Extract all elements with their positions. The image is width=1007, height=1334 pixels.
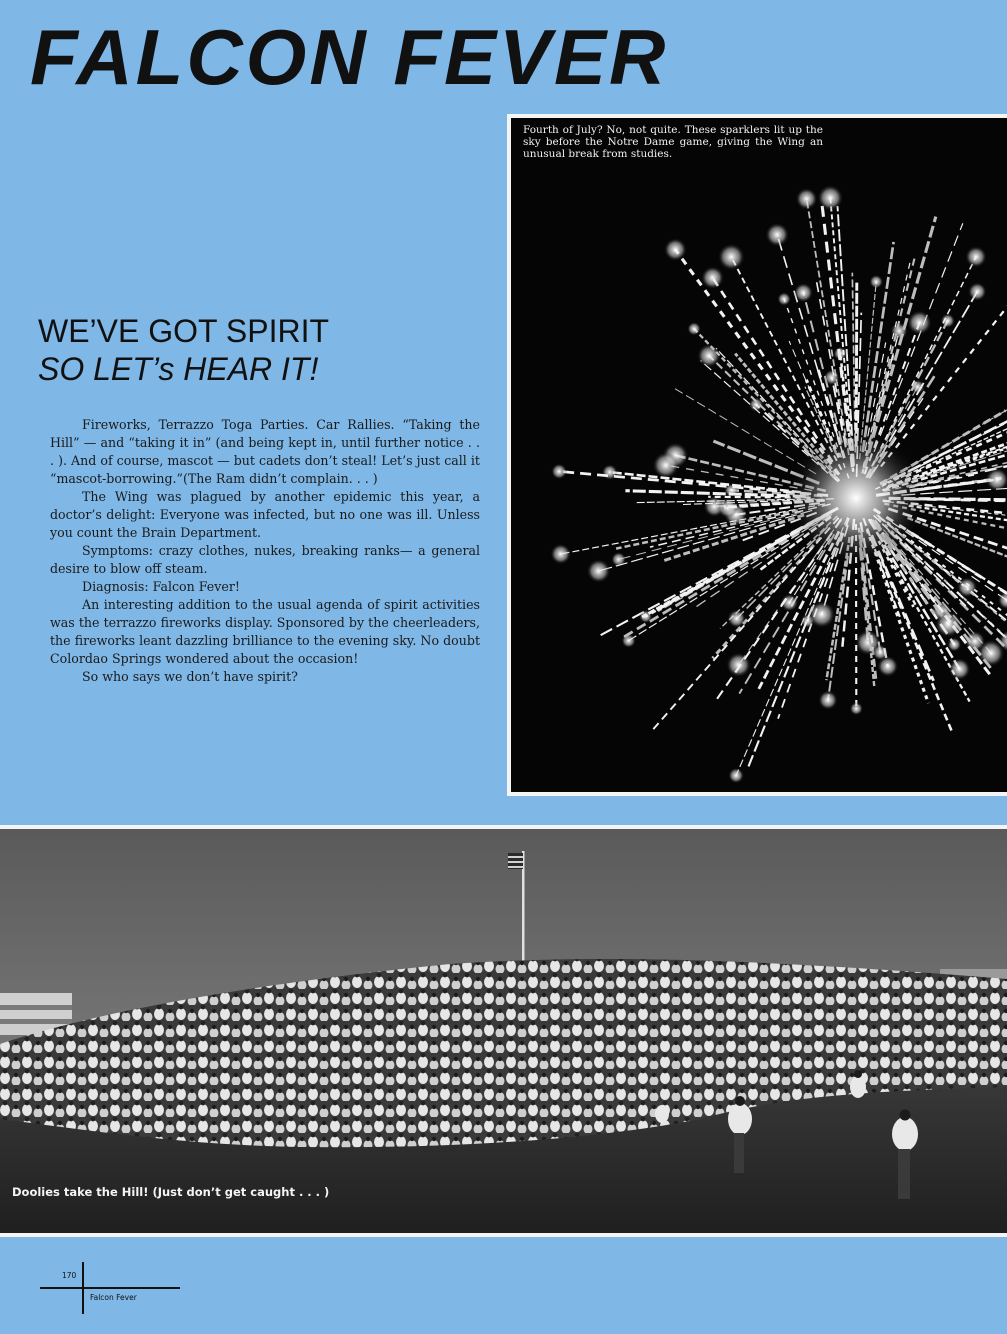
firework-glow [824,369,840,385]
firework-glow [935,611,962,638]
firework-glow [727,609,746,628]
firework-glow [550,544,571,565]
flag-icon [508,853,523,869]
firework-glow [940,313,955,328]
body-paragraph: An interesting addition to the usual agenda of spirit activities was the terrazzo fireworks display. Sponsored by the cheerleaders, the fireworks leant dazzling brilliance to the evening sky. No doubt Colordao Springs wondered about the occasion! [50,597,480,666]
firework-glow [794,283,814,303]
page-number: 170 [62,1271,77,1280]
crowd-image [0,829,1007,1233]
firework-glow [817,185,843,211]
body-paragraph: Diagnosis: Falcon Fever! [82,579,240,594]
firework-glow [718,243,745,270]
article-headline [38,312,329,388]
firework-glow [551,463,567,479]
firework-glow [701,266,724,289]
firework-glow [697,344,721,368]
headline-line-1: WE’VE GOT SPIRIT [38,313,329,349]
firework-glow [728,768,744,784]
firework-glow [968,282,987,301]
firework-glow [652,452,679,479]
headline-line-2: SO LET’s HEAR IT! [38,351,319,387]
fireworks-caption: Fourth of July? No, not quite. These sparklers lit up the sky before the Notre Dame game, giving the Wing an unusual break from studies. [523,124,823,160]
firework-glow [611,552,626,567]
body-paragraph: The Wing was plagued by another epidemic this year, a doctor’s delight: Everyone was infected, but no one was ill. Unless you count the Brain Department. [50,489,480,540]
firework-glow [907,310,932,335]
firework-glow [872,644,888,660]
firework-glow [947,637,961,651]
firework-glow [818,690,838,710]
crowd-caption: Doolies take the Hill! (Just don’t get caught . . . ) [12,1185,330,1199]
firework-glow [796,188,818,210]
body-paragraph: Fireworks, Terrazzo Toga Parties. Car Rallies. “Taking the Hill” — and “taking it in” (and being kept in, until further notice . . . ). And of course, mascot — but cadets don’t steal! Let’s just call it “mascot-borrowing.”(The Ram didn’t complain. . . ) [50,417,480,486]
fireworks-image [511,118,1007,796]
firework-glow [808,601,835,628]
firework-glow [869,275,883,289]
firework-glow [965,246,987,268]
firework-glow [602,464,618,480]
firework-glow [948,658,970,680]
article-body [50,416,480,686]
crowd-photo [0,825,1007,1237]
section-name: Falcon Fever [90,1293,137,1302]
body-paragraph: Symptoms: crazy clothes, nukes, breaking ranks— a general desire to blow off steam. [50,543,480,576]
body-paragraph: So who says we don’t have spirit? [82,669,298,684]
firework-glow [765,223,789,247]
page-title: FALCON FEVER [30,13,669,101]
firework-glow [687,322,701,336]
folio-rule-horizontal [40,1287,180,1289]
firework-glow [587,559,611,583]
firework-glow [777,292,791,306]
firework-glow [850,702,863,715]
fireworks-photo [507,114,1007,796]
firework-glow [664,238,687,261]
